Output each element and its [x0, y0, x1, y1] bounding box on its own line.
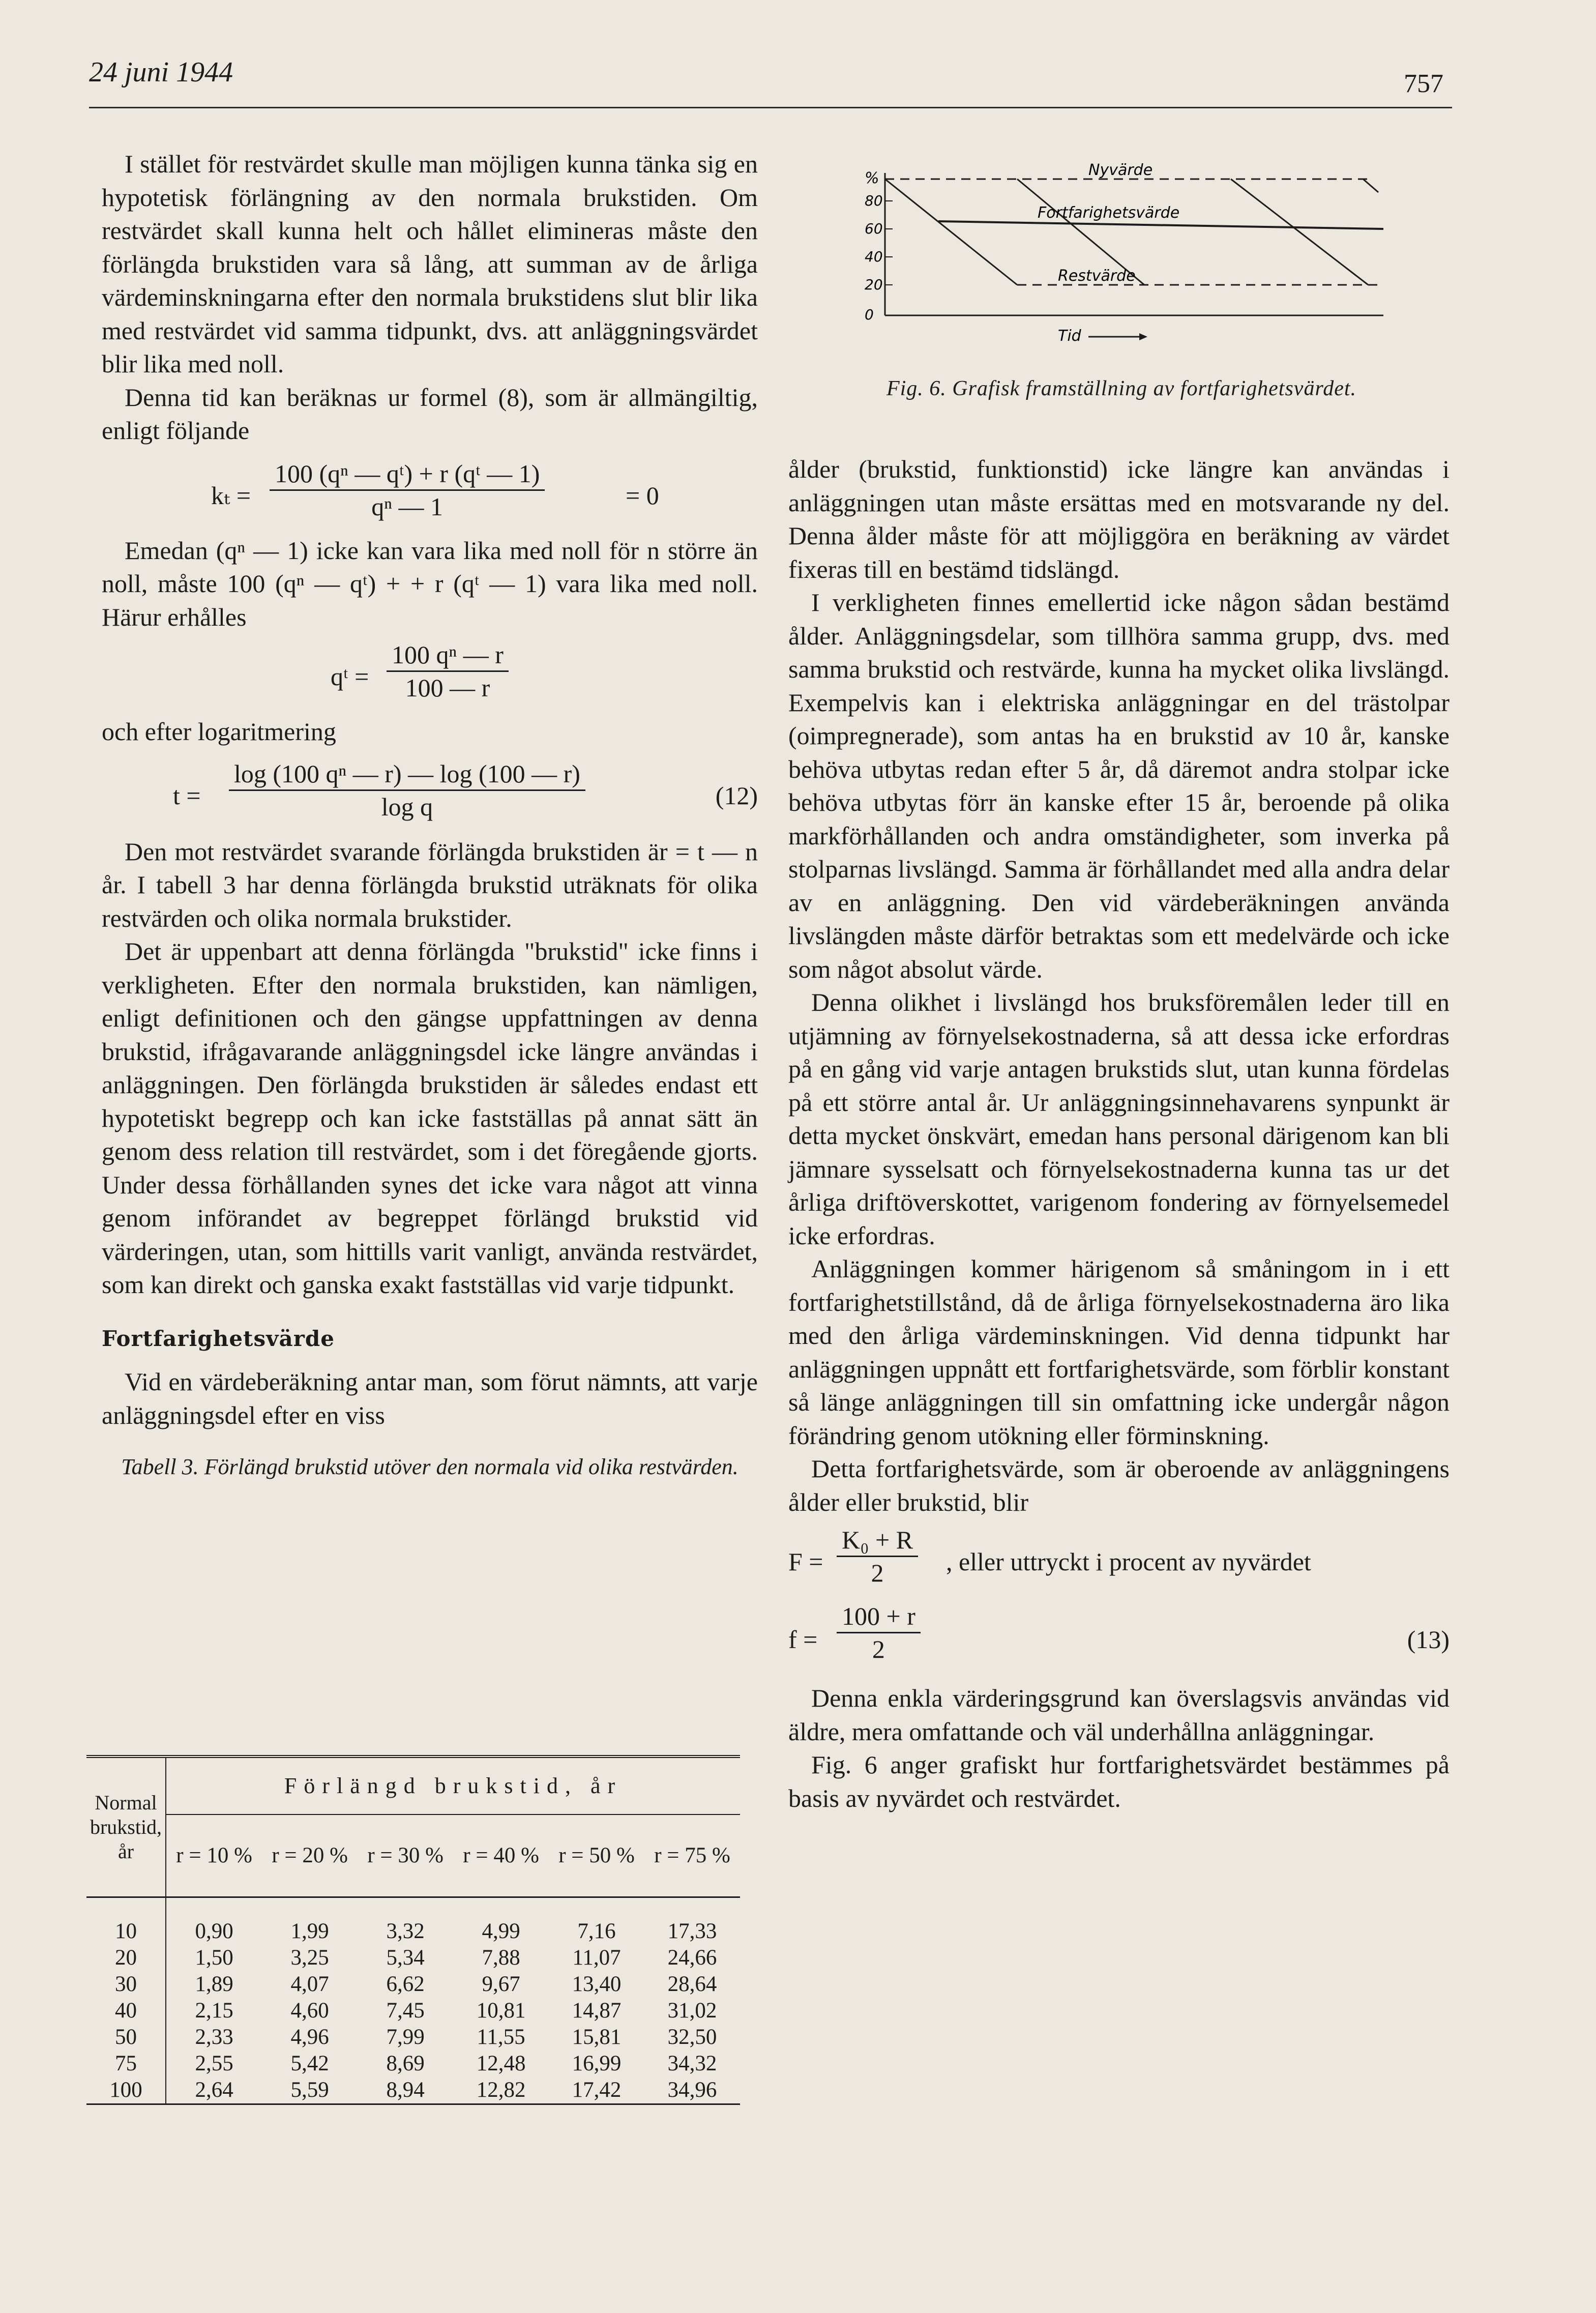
cell: 0,90: [195, 1919, 233, 1943]
cell: 5,42: [290, 2052, 329, 2075]
paragraph: Denna enkla värderingsgrund kan överslagsvis användas vid äldre, mera omfattande och väl underhållna anläggningar.: [788, 1684, 1450, 1746]
denominator: qⁿ — 1: [371, 492, 444, 521]
figure-6-graphic: [865, 163, 1409, 351]
table-row: [86, 2051, 740, 2077]
paragraph: ålder (brukstid, funktionstid) icke längre kan användas i anläggningen utan måste ersättas med en motsvarande ny del. Denna ålder måste för att möjliggöra en beräkning av värdet fixeras till en bestämd tidslängd.: [788, 455, 1450, 583]
fraction: [387, 639, 509, 704]
cell: 30: [86, 1971, 166, 1998]
depreciation-line: [1231, 179, 1368, 285]
cell: 17,42: [572, 2078, 622, 2102]
denominator: 100 — r: [405, 674, 490, 702]
cell: 20: [86, 1945, 166, 1971]
figure-6: [865, 163, 1409, 351]
cell: 34,32: [667, 2052, 717, 2075]
cell: 8,94: [386, 2078, 425, 2102]
cell: 5,59: [290, 2078, 329, 2102]
y-tick-label: 80: [865, 192, 883, 209]
paragraph: Fig. 6 anger grafiskt hur fortfarighetsvärdet bestämmes på basis av nyvärdet och restvärdet.: [788, 1750, 1450, 1812]
cell: 7,16: [577, 1919, 616, 1943]
cell: 40: [86, 1998, 166, 2024]
cell: 5,34: [386, 1946, 425, 1970]
figure-caption: Fig. 6. Grafisk framställning av fortfarighetsvärdet.: [886, 377, 1357, 400]
paragraph: Vid en värdeberäkning antar man, som förut nämnts, att varje anläggningsdel efter en viss: [102, 1367, 758, 1429]
cell: 75: [86, 2051, 166, 2077]
formula-lhs: f =: [788, 1625, 818, 1654]
denominator: 2: [872, 1635, 885, 1663]
column-header: r = 40 %: [453, 1814, 549, 1897]
column-header: r = 20 %: [262, 1814, 358, 1897]
y-unit-label: %: [865, 169, 879, 187]
equation-number: (12): [715, 781, 758, 810]
cell: 16,99: [572, 2052, 622, 2075]
numerator: 100 qⁿ — r: [387, 639, 509, 672]
cell: 10: [86, 1918, 166, 1945]
cell: 4,07: [290, 1972, 329, 1996]
formula-qt: [102, 639, 758, 710]
y-tick-label: 20: [865, 276, 883, 293]
cell: 1,99: [290, 1919, 329, 1943]
cell: 3,25: [290, 1946, 329, 1970]
label-nyvarde: Nyvärde: [1088, 163, 1153, 179]
fraction: [837, 1600, 921, 1665]
cell: 4,96: [290, 2025, 329, 2049]
numerator: K₀ + R: [837, 1524, 918, 1557]
cell: 7,88: [482, 1946, 520, 1970]
cell: 9,67: [482, 1972, 520, 1996]
column-header: r = 50 %: [549, 1814, 644, 1897]
table-row: [86, 1971, 740, 1998]
fraction: [229, 758, 585, 823]
formula-lhs: t =: [173, 781, 201, 810]
column-header: r = 75 %: [644, 1814, 740, 1897]
table-row: [86, 1918, 740, 1945]
cell: 1,50: [195, 1946, 233, 1970]
table-row: [86, 2024, 740, 2051]
cell: 24,66: [667, 1946, 717, 1970]
paragraph: och efter logaritmering: [102, 717, 336, 746]
cell: 17,33: [667, 1919, 717, 1943]
paragraph: I verkligheten finnes emellertid icke någon sådan bestämd ålder. Anläggningsdelar, som tillhöra samma grupp, dvs. med samma brukstid och restvärde, kunna ha mycket olika livslängd. Exempelvis kan i elektriska anläggningar en del trästolpar (oimpregnerade), som antas ha en brukstid av 10 år, kanske behöva utbytas redan efter 5 år, då däremot andra stolpar icke behöva utbytas förr än kanske efter 15 år, beroende på olika markförhållanden och andra omständigheter, som inverka på stolparnas livslängd. Samma är förhållandet med alla andra delar av en anläggning. Den vid värdeberäkningen använda livslängden måste därför betraktas som ett medelvärde och icke som något absolut värde.: [788, 588, 1450, 983]
table-row: [86, 1945, 740, 1971]
formula-t: [102, 754, 758, 830]
fortfarighet-line: [938, 221, 1383, 229]
cell: 4,99: [482, 1919, 520, 1943]
paragraph: Den mot restvärdet svarande förlängda brukstiden är = t — n år. I tabell 3 har denna förlängda brukstid uträknats för olika restvärden och olika normala brukstider.: [102, 837, 758, 932]
table-row: [86, 2077, 740, 2104]
table-row: [86, 1998, 740, 2024]
paragraph: Emedan (qⁿ — 1) icke kan vara lika med noll för n större än noll, måste 100 (qⁿ — qᵗ) + + r (qᵗ — 1) vara lika med noll. Härur erhålles: [102, 536, 758, 631]
paragraph: Anläggningen kommer härigenom så småningom in i ett fortfarighetstillstånd, då de årliga förnyelsekostnaderna äro lika med den årliga värdeminskningen. Vid denna tidpunkt har anläggningen uppnått ett fortfarighetsvärde, som förblir konstant så länge anläggningen till sin omfattning icke undergår någon förändring genom utökning eller förminskning.: [788, 1254, 1450, 1450]
cell: 4,60: [290, 1999, 329, 2023]
cell: 34,96: [667, 2078, 717, 2102]
cell: 100: [86, 2077, 166, 2104]
numerator: 100 + r: [837, 1600, 921, 1633]
cell: 31,02: [667, 1999, 717, 2023]
cell: 15,81: [572, 2025, 622, 2049]
column-header: r = 30 %: [358, 1814, 453, 1897]
fraction: [837, 1524, 918, 1589]
cell: 2,64: [195, 2078, 233, 2102]
cell: 32,50: [667, 2025, 717, 2049]
paragraph: Denna tid kan beräknas ur formel (8), som är allmängiltig, enligt följande: [102, 383, 758, 445]
equation-number: (13): [1407, 1625, 1450, 1654]
y-tick-label: 60: [865, 220, 883, 237]
label-fortfarighetsvarde: Fortfarighetsvärde: [1038, 204, 1180, 222]
page-number: 757: [1404, 69, 1443, 98]
cell: 10,81: [476, 1999, 526, 2023]
header-rule: [89, 107, 1452, 108]
cell: 7,99: [386, 2025, 425, 2049]
formula-rhs: , eller uttryckt i procent av nyvärdet: [946, 1547, 1311, 1576]
cell: 50: [86, 2024, 166, 2051]
cell: 14,87: [572, 1999, 622, 2023]
header-date: 24 juni 1944: [89, 56, 233, 88]
fraction: [270, 458, 545, 522]
cell: 1,89: [195, 1972, 233, 1996]
denominator: 2: [871, 1559, 884, 1587]
numerator: 100 (qⁿ — qᵗ) + r (qᵗ — 1): [270, 458, 545, 491]
cell: 2,15: [195, 1999, 233, 2023]
depreciation-line: [885, 179, 1017, 285]
table-corner-header: Normal brukstid, år: [86, 1758, 166, 1897]
data-table: [86, 1758, 740, 2105]
denominator: log q: [381, 792, 433, 821]
column-header: r = 10 %: [166, 1814, 262, 1897]
formula-lhs: kₜ =: [211, 481, 251, 510]
y-tick-label: 0: [865, 306, 874, 323]
paragraph: Det är uppenbart att denna förlängda "brukstid" icke finns i verkligheten. Efter den normala brukstiden, kan nämligen, enligt definitionen och den gängse uppfattningen av denna brukstid, ifrågavarande anläggningsdel icke längre användas i anläggningen. Den förlängda brukstiden är således endast ett hypotetiskt begrepp och kan icke fastställas på annat sätt än genom dess relation till restvärdet, som i det föregående gjorts. Under dessa förhållanden synes det icke vara något att vinna genom införandet av begreppet förlängd brukstid vid värderingen, utan, som hittills varit vanligt, använda restvärdet, som kan direkt och ganska exakt fastställas vid varje tidpunkt.: [102, 937, 758, 1299]
label-tid: Tid: [1058, 327, 1081, 345]
cell: 28,64: [667, 1972, 717, 1996]
cell: 3,32: [386, 1919, 425, 1943]
table-group-header: Förlängd brukstid, år: [166, 1758, 740, 1814]
depreciation-line: [1363, 179, 1378, 192]
formula-kt: [102, 453, 758, 529]
y-tick-label: 40: [865, 248, 883, 265]
cell: 11,55: [477, 2025, 525, 2049]
formula-f: [788, 1600, 1450, 1677]
cell: 12,48: [476, 2052, 526, 2075]
cell: 12,82: [476, 2078, 526, 2102]
cell: 7,45: [386, 1999, 425, 2023]
tid-arrowhead: [1139, 333, 1147, 340]
section-heading: Fortfarighetsvärde: [102, 1326, 335, 1351]
cell: 8,69: [386, 2052, 425, 2075]
cell: 11,07: [572, 1946, 621, 1970]
numerator: log (100 qⁿ — r) — log (100 — r): [229, 758, 585, 791]
formula-F: [788, 1524, 1450, 1595]
formula-rhs: = 0: [626, 481, 659, 510]
left-column: [102, 148, 758, 1497]
paragraph: Denna olikhet i livslängd hos bruksföremålen leder till en utjämning av förnyelsekostnaderna, så att dessa icke erfordras på en gång vid varje antagen brukstids slut, utan kunna fördelas på ett större antal år. Ur anläggningsinnehavarens synpunkt är detta mycket önskvärt, emedan hans personal därigenom kan bli jämnare sysselsatt och förnyelsekostnaderna kunna tas ur det årliga driftöverskottet, varigenom fondering av förnyelsemedel icke erfordras.: [788, 988, 1450, 1250]
paragraph: I stället för restvärdet skulle man möjligen kunna tänka sig en hypotetisk förlängning av den normala brukstiden. Om restvärdet skall kunna helt och hållet elimineras måste den förlängda brukstiden vara så lång, att summan av de årliga värdeminskningarna efter den normala brukstidens slut blir lika med restvärdet vid samma tidpunkt, dvs. att anläggningsvärdet blir lika med noll.: [102, 150, 758, 378]
cell: 6,62: [386, 1972, 425, 1996]
table-3: [86, 1755, 740, 2105]
paragraph: Detta fortfarighetsvärde, som är oberoende av anläggningens ålder eller brukstid, blir: [788, 1454, 1450, 1516]
formula-lhs: qᵗ =: [331, 662, 369, 691]
label-restvarde: Restvärde: [1058, 267, 1136, 285]
formula-lhs: F =: [788, 1547, 823, 1576]
right-column: [788, 453, 1450, 1815]
cell: 13,40: [572, 1972, 622, 1996]
cell: 2,55: [195, 2052, 233, 2075]
table-caption: Tabell 3. Förlängd brukstid utöver den normala vid olika restvärden.: [121, 1454, 738, 1479]
cell: 2,33: [195, 2025, 233, 2049]
